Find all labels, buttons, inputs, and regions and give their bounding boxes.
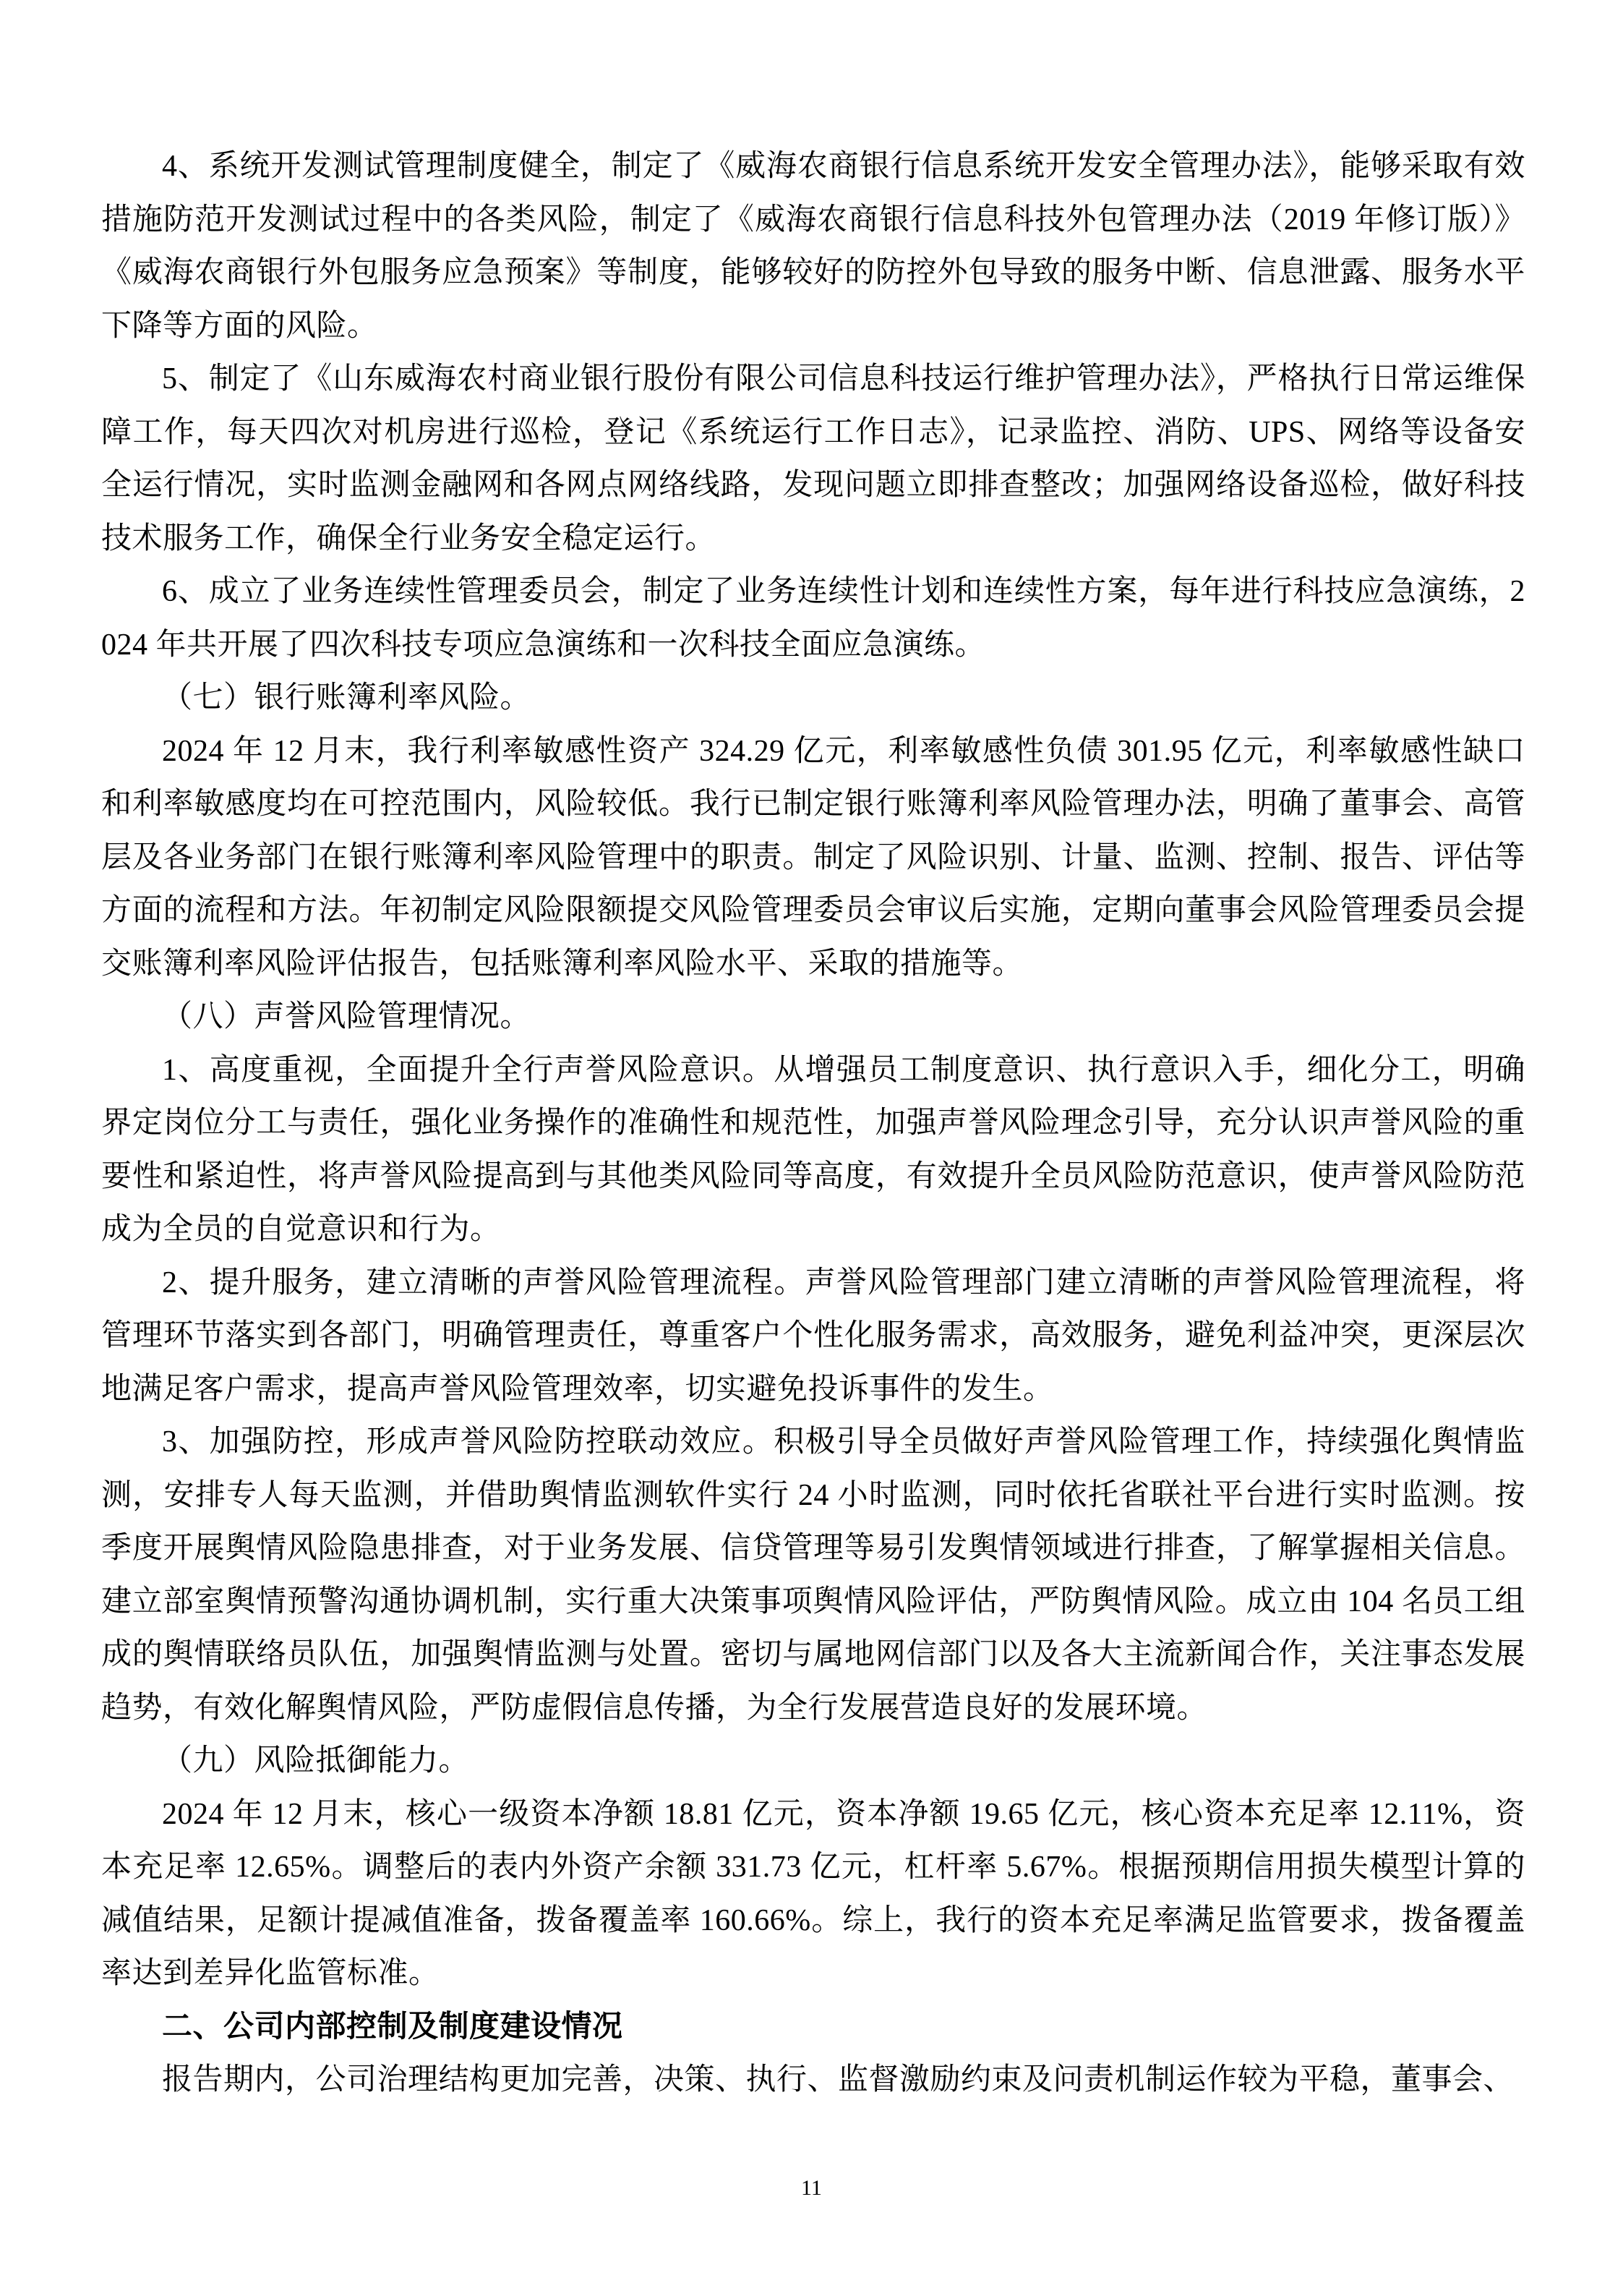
paragraph-item-6-business-continuity: 6、成立了业务连续性管理委员会，制定了业务连续性计划和连续性方案，每年进行科技应急演练，2024 年共开展了四次科技专项应急演练和一次科技全面应急演练。 [101, 575, 1525, 662]
page-number: 11 [801, 2176, 822, 2200]
paragraph-reputation-awareness: 1、高度重视，全面提升全行声誉风险意识。从增强员工制度意识、执行意识入手，细化分工，明确界定岗位分工与责任，强化业务操作的准确性和规范性，加强声誉风险理念引导，充分认识声誉风险的重要性和紧迫性，将声誉风险提高到与其他类风险同等高度，有效提升全员风险防范意识，使声誉风险防范成为全员的自觉意识和行为。 [101, 1053, 1525, 1246]
paragraph-item-4-system-dev-test: 4、系统开发测试管理制度健全，制定了《威海农商银行信息系统开发安全管理办法》，能够采取有效措施防范开发测试过程中的各类风险，制定了《威海农商银行信息科技外包管理办法（2019 年修订版）》《威海农商银行外包服务应急预案》等制度，能够较好的防控外包导致的服务中断、信息泄露、服务水平下降等方面的风险。 [101, 150, 1525, 343]
section-heading-risk-resistance: （九）风险抵御能力。 [162, 1744, 470, 1778]
document-body [101, 140, 1525, 2107]
paragraph-governance-intro: 报告期内，公司治理结构更加完善，决策、执行、监督激励约束及问责机制运作较为平稳，董事会、 [162, 2063, 1515, 2096]
section-heading-internal-control: 二、公司内部控制及制度建设情况 [162, 2010, 623, 2044]
paragraph-reputation-service: 2、提升服务，建立清晰的声誉风险管理流程。声誉风险管理部门建立清晰的声誉风险管理流程，将管理环节落实到各部门，明确管理责任，尊重客户个性化服务需求，高效服务，避免利益冲突，更深层次地满足客户需求，提高声誉风险管理效率，切实避免投诉事件的发生。 [101, 1266, 1525, 1406]
section-heading-banking-book-rate-risk: （七）银行账簿利率风险。 [162, 681, 531, 714]
paragraph-item-5-it-operation: 5、制定了《山东威海农村商业银行股份有限公司信息科技运行维护管理办法》，严格执行日常运维保障工作，每天四次对机房进行巡检，登记《系统运行工作日志》，记录监控、消防、UPS、网络等设备安全运行情况，实时监测金融网和各网点网络线路，发现问题立即排查整改；加强网络设备巡检，做好科技技术服务工作，确保全行业务安全稳定运行。 [101, 362, 1525, 555]
paragraph-rate-risk-detail: 2024 年 12 月末，我行利率敏感性资产 324.29 亿元，利率敏感性负债 301.95 亿元，利率敏感性缺口和利率敏感度均在可控范围内，风险较低。我行已制定银行账簿利率风险管理办法，明确了董事会、高管层及各业务部门在银行账簿利率风险管理中的职责。制定了风险识别、计量、监测、控制、报告、评估等方面的流程和方法。年初制定风险限额提交风险管理委员会审议后实施，定期向董事会风险管理委员会提交账簿利率风险评估报告，包括账簿利率风险水平、采取的措施等。 [101, 734, 1525, 981]
section-heading-reputation-risk: （八）声誉风险管理情况。 [162, 1000, 531, 1033]
paragraph-reputation-prevention: 3、加强防控，形成声誉风险防控联动效应。积极引导全员做好声誉风险管理工作，持续强化舆情监测，安排专人每天监测，并借助舆情监测软件实行 24 小时监测，同时依托省联社平台进行实时监测。按季度开展舆情风险隐患排查，对于业务发展、信贷管理等易引发舆情领域进行排查，了解掌握相关信息。建立部室舆情预警沟通协调机制，实行重大决策事项舆情风险评估，严防舆情风险。成立由 104 名员工组成的舆情联络员队伍，加强舆情监测与处置。密切与属地网信部门以及各大主流新闻合作，关注事态发展趋势，有效化解舆情风险，严防虚假信息传播，为全行发展营造良好的发展环境。 [101, 1425, 1525, 1725]
paragraph-capital-adequacy: 2024 年 12 月末，核心一级资本净额 18.81 亿元，资本净额 19.65 亿元，核心资本充足率 12.11%，资本充足率 12.65%。调整后的表内外资产余额 331.73 亿元，杠杆率 5.67%。根据预期信用损失模型计算的减值结果，足额计提减值准备，拨备覆盖率 160.66%。综上，我行的资本充足率满足监管要求，拨备覆盖率达到差异化监管标准。 [101, 1797, 1525, 1990]
